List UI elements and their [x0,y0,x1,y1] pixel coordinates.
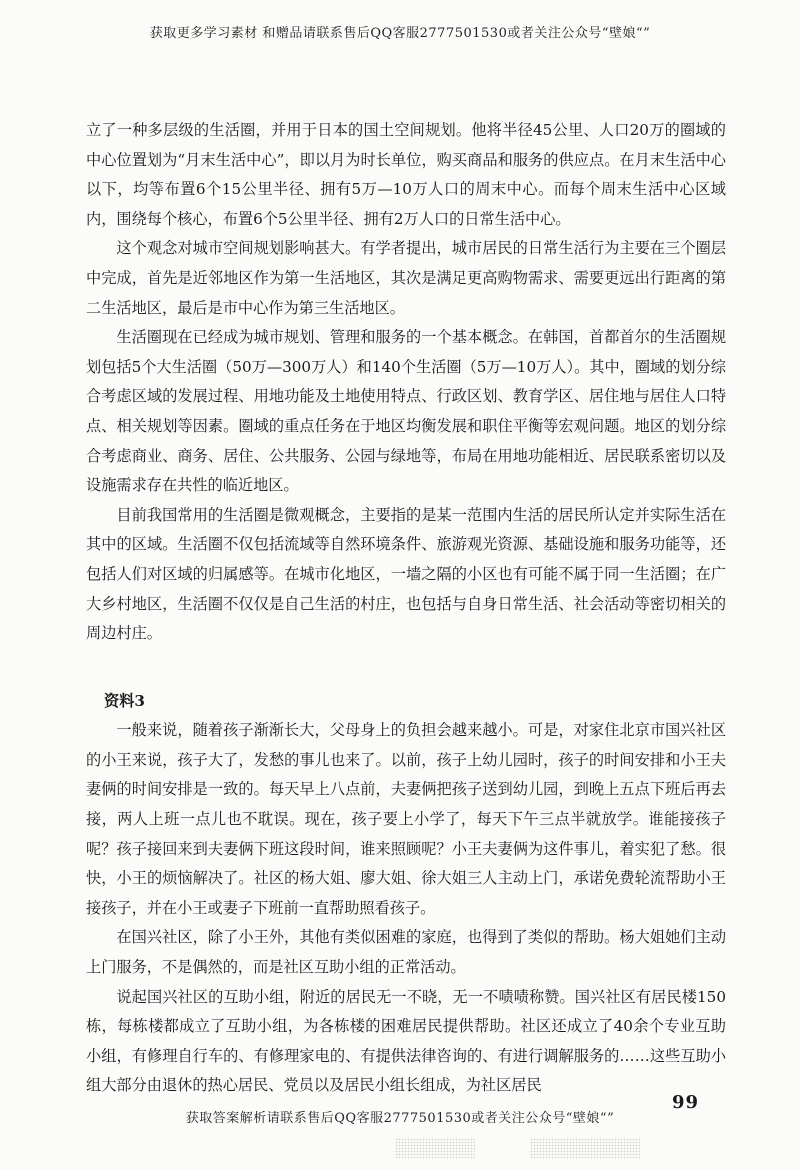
document-body [86,116,726,1101]
paragraph-1: 立了一种多层级的生活圈，并用于日本的国土空间规划。他将半径45公里、人口20万的圈域的中心位置划为“月末生活中心”，即以月为时长单位，购买商品和服务的供应点。在月末生活中心以下，均等布置6个15公里半径、拥有5万—10万人口的周末中心。而每个周末生活中心区域内，围绕每个核心，布置6个5公里半径、拥有2万人口的日常生活中心。 [86,121,726,228]
paragraph-6: 在国兴社区，除了小王外，其他有类似困难的家庭，也得到了类似的帮助。杨大姐她们主动上门服务，不是偶然的，而是社区互助小组的正常活动。 [86,928,726,977]
scan-noise-left [395,1138,475,1158]
paragraph-5: 一般来说，随着孩子渐渐长大，父母身上的负担会越来越小。可是，对家住北京市国兴社区的小王来说，孩子大了，发愁的事儿也来了。以前，孩子上幼儿园时，孩子的时间安排和小王夫妻俩的时间安排是一致的。每天早上八点前，夫妻俩把孩子送到幼儿园，到晚上五点下班后再去接，两人上班一点儿也不耽误。现在，孩子要上小学了，每天下午三点半就放学。谁能接孩子呢？孩子接回来到夫妻俩下班这段时间，谁来照顾呢？小王夫妻俩为这件事儿，着实犯了愁。很快，小王的烦恼解决了。社区的杨大姐、廖大姐、徐大姐三人主动上门，承诺免费轮流帮助小王接孩子，并在小王或妻子下班前一直帮助照看孩子。 [86,721,726,917]
paragraph-2: 这个观念对城市空间规划影响甚大。有学者提出，城市居民的日常生活行为主要在三个圈层中完成，首先是近邻地区作为第一生活地区，其次是满足更高购物需求、需要更远出行距离的第二生活地区，最后是市中心作为第三生活地区。 [86,239,726,317]
paragraph-7: 说起国兴社区的互助小组，附近的居民无一不晓，无一不啧啧称赞。国兴社区有居民楼150栋，每栋楼都成立了互助小组，为各栋楼的困难居民提供帮助。社区还成立了40余个专业互助小组，有修理自行车的、有修理家电的、有提供法律咨询的、有进行调解服务的……这些互助小组大部分由退休的热心居民、党员以及居民小组长组成，为社区居民 [86,987,726,1095]
scan-noise-right [530,1138,640,1158]
paragraph-3: 生活圈现在已经成为城市规划、管理和服务的一个基本概念。在韩国，首都首尔的生活圈规划包括5个大生活圈（50万—300万人）和140个生活圈（5万—10万人）。其中，圈域的划分综合考虑区域的发展过程、用地功能及土地使用特点、行政区划、教育学区、居住地与居住人口特点、相关规划等因素。圈域的重点任务在于地区均衡发展和职住平衡等宏观问题。地区的划分综合考虑商业、商务、居住、公共服务、公园与绿地等，布局在用地功能相近、居民联系密切以及设施需求存在共性的临近地区。 [86,328,726,495]
section-title: 资料3 [104,691,145,710]
paragraph-4: 目前我国常用的生活圈是微观概念，主要指的是某一范围内生活的居民所认定并实际生活在其中的区域。生活圈不仅包括流域等自然环境条件、旅游观光资源、基础设施和服务功能等，还包括人们对区域的归属感等。在城市化地区，一墙之隔的小区也有可能不属于同一生活圈；在广大乡村地区，生活圈不仅仅是自己生活的村庄，也包括与自身日常生活、社会活动等密切相关的周边村庄。 [86,505,726,643]
footer-promo-note: 获取答案解析请联系售后QQ客服2777501530或者关注公众号“壁娘“” [185,1111,615,1126]
header-promo-note: 获取更多学习素材 和赠品请联系售后QQ客服2777501530或者关注公众号“壁娘“” [149,26,651,41]
page-number: 99 [672,1092,700,1113]
